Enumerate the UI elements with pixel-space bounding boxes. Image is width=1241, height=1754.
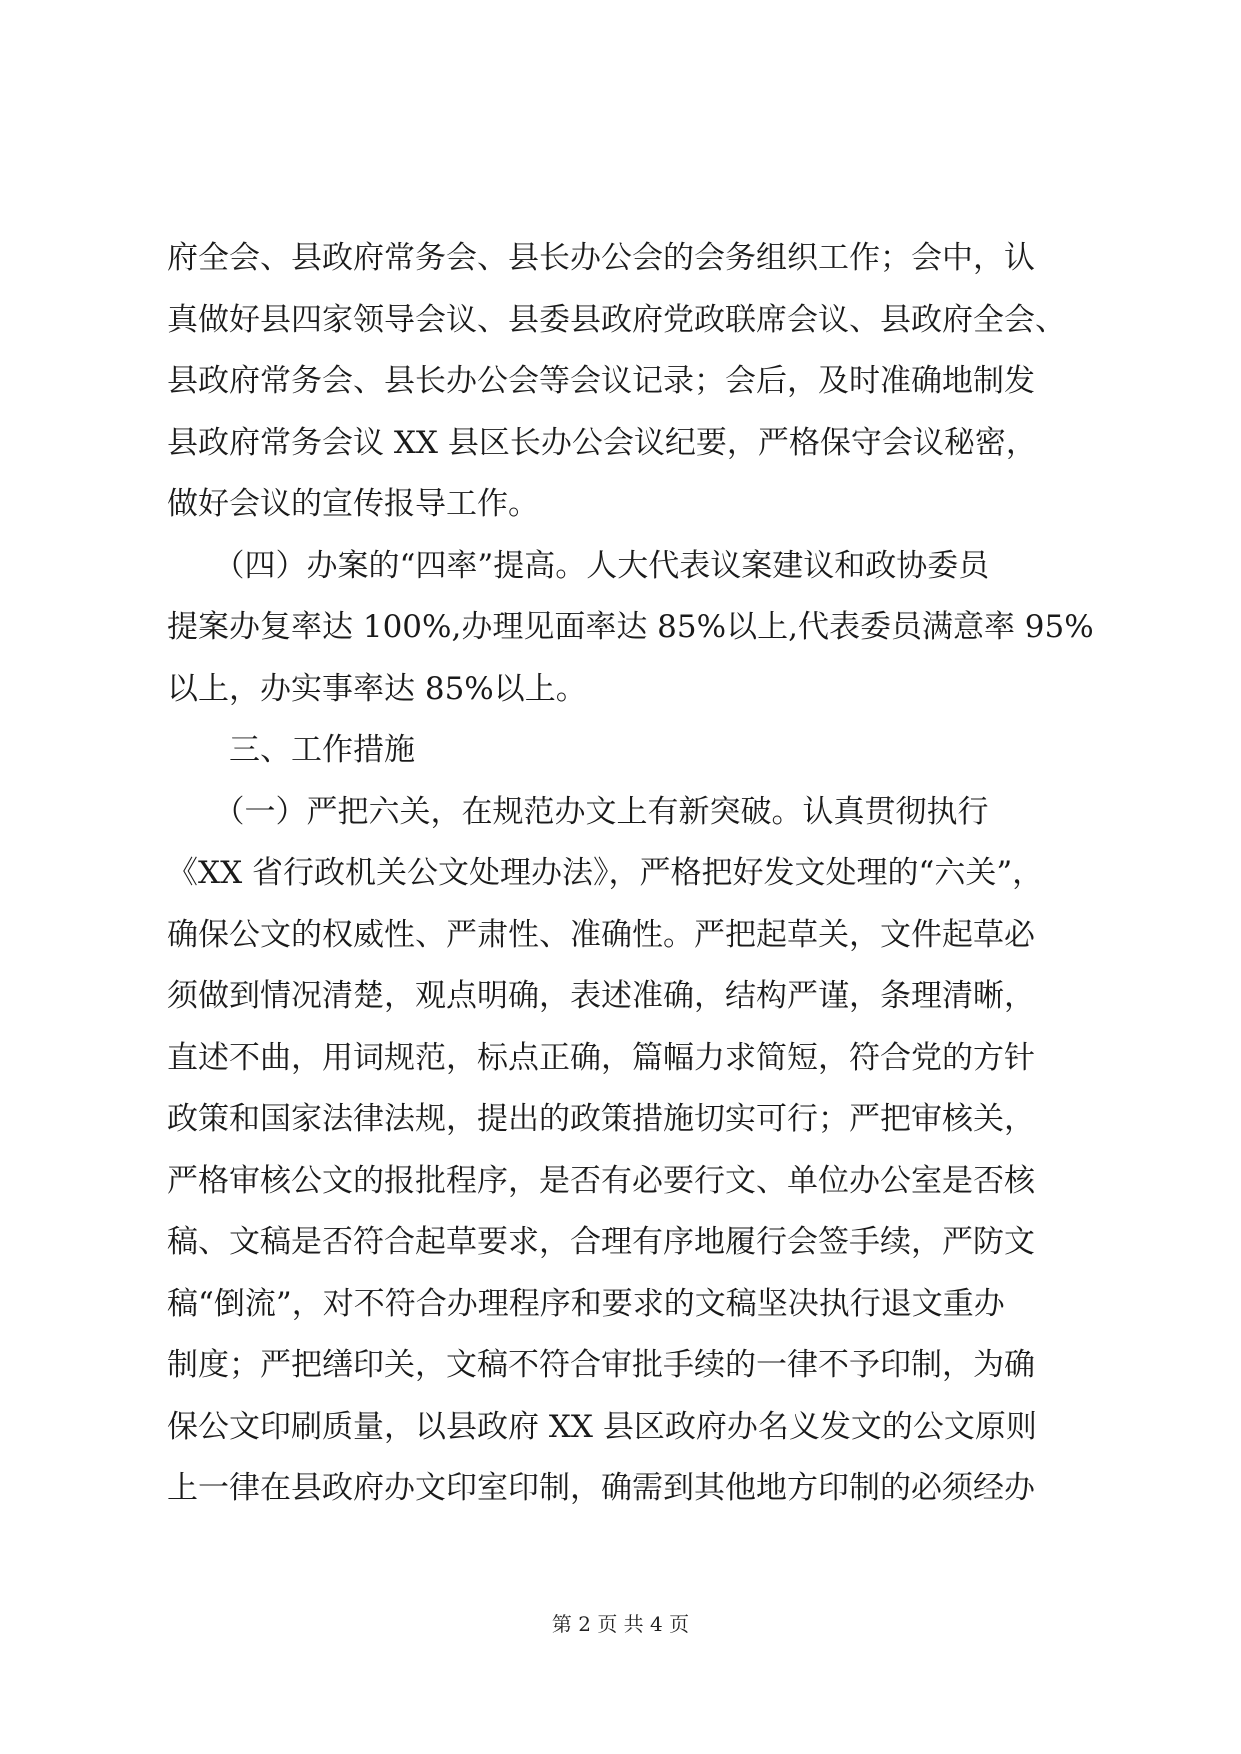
text-line: 制度；严把缮印关，文稿不符合审批手续的一律不予印制，为确 bbox=[167, 1347, 1035, 1383]
section-heading: 三、工作措施 bbox=[167, 732, 415, 768]
text-line: 严格审核公文的报批程序，是否有必要行文、单位办公室是否核 bbox=[167, 1162, 1035, 1199]
text-line: 做好会议的宣传报导工作。 bbox=[167, 486, 539, 522]
text-line: 县政府常务会、县长办公会等会议记录；会后，及时准确地制发 bbox=[167, 363, 1035, 399]
text-line: 提案办复率达 100%,办理见面率达 85%以上,代表委员满意率 95% bbox=[167, 609, 1094, 645]
text-line: 稿“倒流”，对不符合办理程序和要求的文稿坚决执行退文重办 bbox=[167, 1285, 1005, 1322]
text-line: 确保公文的权威性、严肃性、准确性。严把起草关，文件起草必 bbox=[167, 916, 1035, 953]
body-text bbox=[167, 236, 1094, 1528]
text-line: 《XX 省行政机关公文处理办法》，严格把好发文处理的“六关”， bbox=[167, 855, 1044, 891]
text-line: 真做好县四家领导会议、县委县政府党政联席会议、县政府全会、 bbox=[167, 301, 1066, 338]
page-footer: 第 2 页 共 4 页 bbox=[551, 1612, 690, 1636]
text-line: 府全会、县政府常务会、县长办公会的会务组织工作；会中，认 bbox=[167, 240, 1035, 276]
text-line: 须做到情况清楚，观点明确，表述准确，结构严谨，条理清晰， bbox=[167, 978, 1035, 1014]
text-line: 县政府常务会议 XX 县区长办公会议纪要，严格保守会议秘密， bbox=[167, 424, 1037, 461]
text-line: 稿、文稿是否符合起草要求，合理有序地履行会签手续，严防文 bbox=[167, 1224, 1035, 1260]
text-line: 以上，办实事率达 85%以上。 bbox=[167, 670, 587, 707]
text-line: 保公文印刷质量，以县政府 XX 县区政府办名义发文的公文原则 bbox=[167, 1408, 1037, 1445]
text-line: （一）严把六关，在规范办文上有新突破。认真贯彻执行 bbox=[167, 793, 989, 830]
text-line: （四）办案的“四率”提高。人大代表议案建议和政协委员 bbox=[167, 547, 990, 584]
text-line: 直述不曲，用词规范，标点正确，篇幅力求简短，符合党的方针 bbox=[167, 1039, 1035, 1076]
text-line: 政策和国家法律法规，提出的政策措施切实可行；严把审核关， bbox=[167, 1101, 1035, 1137]
text-line: 上一律在县政府办文印室印制，确需到其他地方印制的必须经办 bbox=[167, 1470, 1035, 1506]
